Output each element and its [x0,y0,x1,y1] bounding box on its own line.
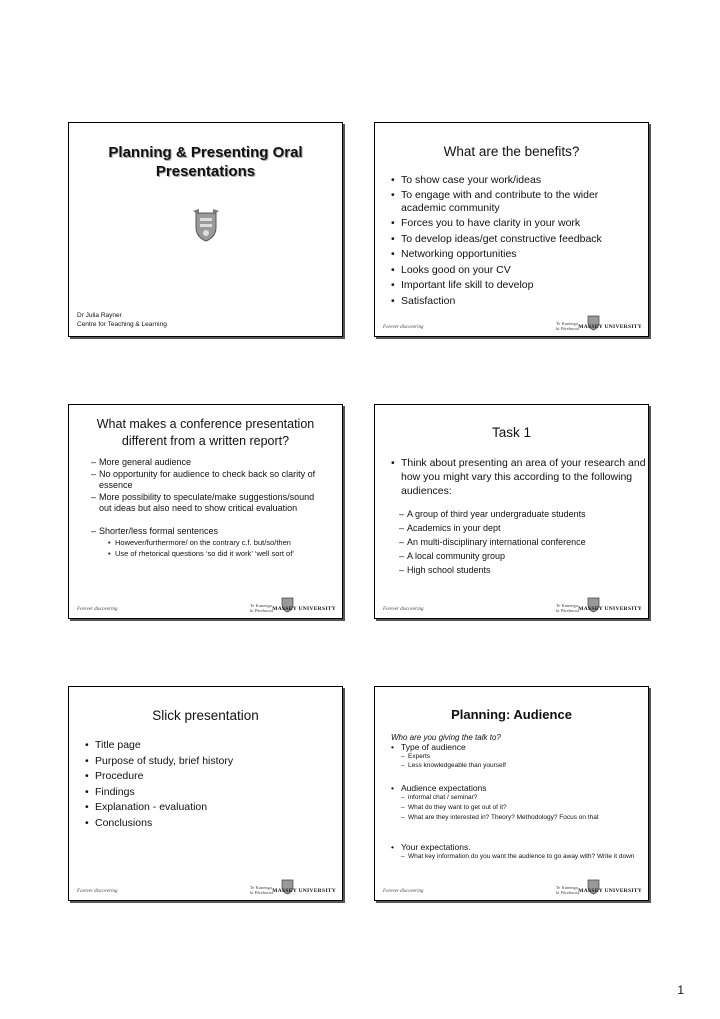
list-item: • Your expectations. [391,842,641,853]
sub-list-item: • Use of rhetorical questions ‘so did it work’ ‘well sort of’ [107,549,330,558]
sub-list-item: – What key information do you want the audience to go away with? Write it down [401,853,638,861]
footer-maori-name: Te Kunenga ki Pūrehuroa [556,603,580,613]
slide-4-title: Task 1 [491,425,532,440]
footer-university: MASSEY UNIVERSITY [578,606,642,612]
footer-maori-name: Te Kunenga ki Pūrehuroa [250,885,274,895]
footer-tagline: Forever discovering [383,607,424,612]
author-name: Dr Julia Rayner [77,312,122,319]
slide-conference-vs-report [68,404,343,619]
slide-slick-presentation [68,686,343,901]
footer-tagline: Forever discovering [383,325,424,330]
slide-task-1 [374,404,649,619]
list-item: • Conclusions [85,817,335,830]
list-item: • To engage with and contribute to the wider academic community [391,189,641,215]
footer-tagline: Forever discovering [383,889,424,894]
slide-2-title: What are the benefits? [443,144,580,159]
slide-title [68,122,343,337]
footer-maori-name: Te Kunenga ki Pūrehuroa [556,885,580,895]
sub-list-item: – High school students [399,565,647,576]
footer-university: MASSEY UNIVERSITY [272,888,336,894]
slide-3-title: What makes a conference presentation different from a written report? [96,417,315,448]
author-affiliation: Centre for Teaching & Learning [77,321,167,328]
slide-footer [375,878,648,900]
slide-footer [69,878,342,900]
audience-question: Who are you giving the talk to? [391,733,501,742]
list-item: • Explanation - evaluation [85,801,335,814]
sub-list-item: – What are they interested in? Theory? Methodology? Focus on that [401,814,638,822]
footer-maori-name: Te Kunenga ki Pūrehuroa [556,321,580,331]
list-item: • Networking opportunities [391,248,641,261]
footer-maori-name: Te Kunenga ki Pūrehuroa [250,603,274,613]
list-item: • Title page [85,739,335,752]
list-item: • Type of audience [391,742,641,753]
sub-list-item: – An multi-disciplinary international conference [399,537,647,548]
list-item: • Findings [85,786,335,799]
list-item: – More general audience [91,457,329,468]
sub-list-item: – Academics in your dept [399,523,647,534]
list-item: – More possibility to speculate/make suggestions/sound out ideas but also need to show critical evaluation [91,492,329,514]
footer-tagline: Forever discovering [77,607,118,612]
list-item: • Think about presenting an area of your research and how you might vary this according to the following audiences: [391,456,646,498]
slide-planning-audience [374,686,649,901]
slide-footer [375,596,648,618]
list-item: • Important life skill to develop [391,279,641,292]
list-item: – No opportunity for audience to check back so clarity of essence [91,469,329,491]
sub-list-item: – Experts [401,753,638,761]
slide-benefits [374,122,649,337]
page-number: 1 [677,983,684,997]
sub-list-item: – A local community group [399,551,647,562]
footer-university: MASSEY UNIVERSITY [272,606,336,612]
list-item: • Looks good on your CV [391,264,641,277]
university-crest-icon [193,209,219,243]
sub-list-item: – Less knowledgeable than yourself [401,762,638,770]
slide-footer [69,596,342,618]
slide-footer [375,314,648,336]
list-item: • To develop ideas/get constructive feedback [391,233,641,246]
list-item: • Forces you to have clarity in your work [391,217,641,230]
footer-university: MASSEY UNIVERSITY [578,888,642,894]
footer-tagline: Forever discovering [77,889,118,894]
list-item: • To show case your work/ideas [391,174,641,187]
footer-university: MASSEY UNIVERSITY [578,324,642,330]
list-item: – Shorter/less formal sentences [91,526,329,537]
sub-list-item: – A group of third year undergraduate students [399,509,647,520]
sub-list-item: – informal chat / seminar? [401,794,638,802]
list-item: • Satisfaction [391,295,641,308]
sub-list-item: – What do they want to get out of it? [401,804,638,812]
slide-1-title: Planning & Presenting Oral Presentations [108,144,303,180]
list-item: • Audience expectations [391,783,641,794]
slide-6-title: Planning: Audience [451,707,572,722]
list-item: • Procedure [85,770,335,783]
list-item: • Purpose of study, brief history [85,755,335,768]
slide-5-title: Slick presentation [152,708,259,723]
sub-list-item: • However/furthermore/ on the contrary c.f. but/so/then [107,538,330,547]
